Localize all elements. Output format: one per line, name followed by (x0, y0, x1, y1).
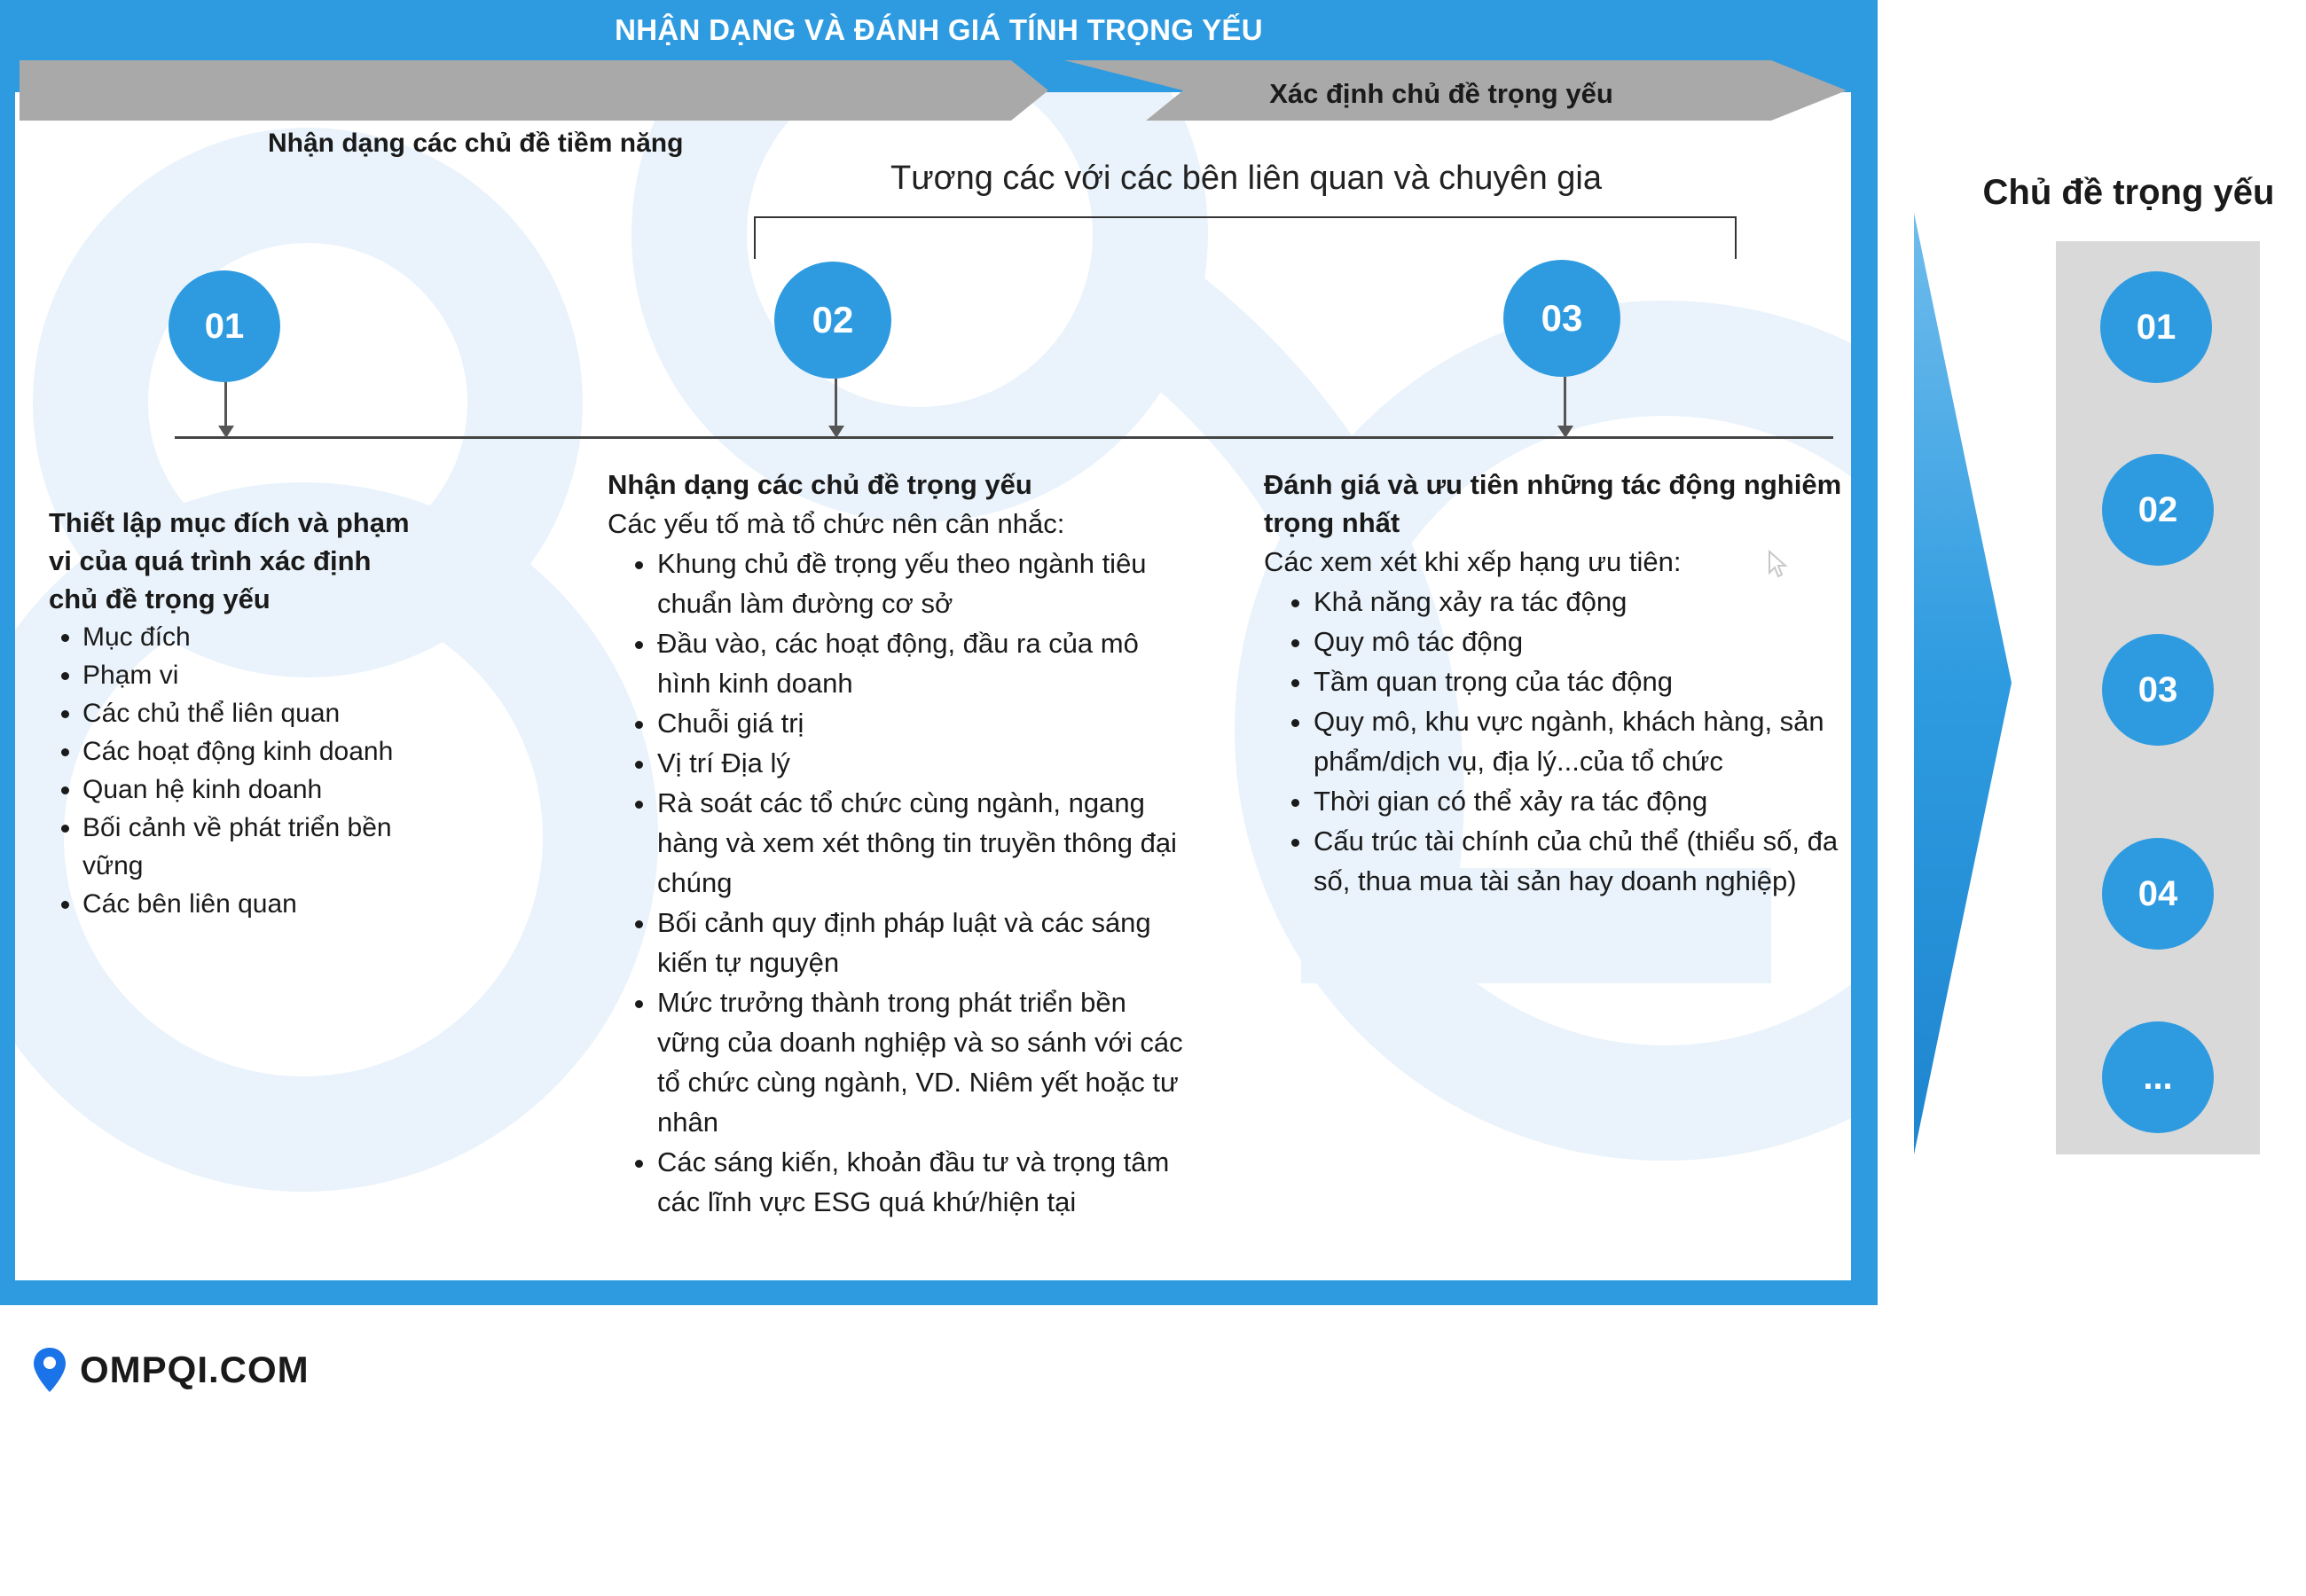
side-item-04: 04 (2102, 838, 2214, 950)
list-item: • Các sáng kiến, khoản đầu tư và trọng tâm các lĩnh vực ESG quá khứ/hiện tại (657, 1142, 1193, 1222)
step-01-list (49, 618, 421, 923)
side-item-02: 02 (2102, 454, 2214, 566)
timeline-line (175, 436, 1833, 439)
list-item: • Bối cảnh về phát triển bền vững (82, 809, 421, 885)
list-item: • Mục đích (82, 618, 421, 656)
list-item: • Phạm vi (82, 656, 421, 694)
list-item: • Quan hệ kinh doanh (82, 771, 421, 809)
mouse-cursor-icon (1768, 550, 1789, 580)
step-03-list (1264, 582, 1849, 901)
step-01-column (49, 504, 421, 923)
brand-logo (32, 1346, 310, 1394)
step-marker-02: 02 (774, 262, 891, 379)
step-marker-03: 03 (1503, 260, 1620, 377)
side-title: Chủ đề trọng yếu (1982, 173, 2275, 212)
step-02-title: Nhận dạng các chủ đề trọng yếu (608, 469, 1032, 500)
list-item: • Khung chủ đề trọng yếu theo ngành tiêu chuẩn làm đường cơ sở (657, 544, 1193, 623)
list-item: • Quy mô tác động (1314, 622, 1849, 661)
list-item: • Các hoạt động kinh doanh (82, 732, 421, 771)
list-item: • Khả năng xảy ra tác động (1314, 582, 1849, 622)
step-02-list (608, 544, 1193, 1222)
list-item: • Mức trưởng thành trong phát triển bền vững của doanh nghiệp và so sánh với các tổ chức cùng ngành, VD. Niêm yết hoặc tư nhân (657, 982, 1193, 1142)
phase1-label: Nhận dạng các chủ đề tiềm năng (268, 129, 684, 158)
side-item-more: ... (2102, 1021, 2214, 1133)
list-item: • Đầu vào, các hoạt động, đầu ra của mô hình kinh doanh (657, 623, 1193, 703)
step-02-intro: Các yếu tố mà tổ chức nên cân nhắc: (608, 508, 1065, 539)
consultation-label: Tương các với các bên liên quan và chuyên gia (890, 160, 1602, 197)
list-item: • Các chủ thể liên quan (82, 694, 421, 732)
location-pin-icon (32, 1346, 67, 1394)
list-item: • Rà soát các tổ chức cùng ngành, ngang hàng và xem xét thông tin truyền thông đại chúng (657, 783, 1193, 903)
step-connector-03 (1564, 377, 1566, 430)
list-item: • Các bên liên quan (82, 885, 421, 923)
step-connector-02 (835, 379, 837, 430)
consultation-bracket (754, 216, 1737, 259)
list-item: • Thời gian có thể xảy ra tác động (1314, 781, 1849, 821)
list-item: • Bối cảnh quy định pháp luật và các sáng kiến tự nguyện (657, 903, 1193, 982)
step-03-title: Đánh giá và ưu tiên những tác động nghiêm trọng nhất (1264, 469, 1842, 538)
step-arrowhead-01 (218, 426, 234, 438)
side-item-03: 03 (2102, 634, 2214, 746)
side-item-01: 01 (2100, 271, 2212, 383)
step-arrowhead-02 (828, 426, 844, 438)
list-item: • Tầm quan trọng của tác động (1314, 661, 1849, 701)
step-02-column (608, 466, 1193, 1222)
list-item: • Quy mô, khu vực ngành, khách hàng, sản phẩm/dịch vụ, địa lý...của tổ chức (1314, 701, 1849, 781)
step-01-title: Thiết lập mục đích và phạm vi của quá trình xác định chủ đề trọng yếu (49, 507, 410, 614)
step-arrowhead-03 (1557, 426, 1573, 438)
step-marker-01: 01 (169, 270, 280, 382)
header-title: NHẬN DẠNG VÀ ĐÁNH GIÁ TÍNH TRỌNG YẾU (615, 13, 1263, 46)
step-connector-01 (224, 382, 227, 430)
brand-name: OMPQI.COM (80, 1349, 310, 1390)
side-arrow-shape (1914, 213, 2020, 1154)
list-item: • Chuỗi giá trị (657, 703, 1193, 743)
list-item: • Vị trí Địa lý (657, 743, 1193, 783)
step-03-intro: Các xem xét khi xếp hạng ưu tiên: (1264, 546, 1682, 577)
step-03-column (1264, 466, 1849, 901)
list-item: • Cấu trúc tài chính của chủ thể (thiểu số, đa số, thua mua tài sản hay doanh nghiệp) (1314, 821, 1849, 901)
ribbon-phase2-label: Xác định chủ đề trọng yếu (1269, 78, 1613, 109)
